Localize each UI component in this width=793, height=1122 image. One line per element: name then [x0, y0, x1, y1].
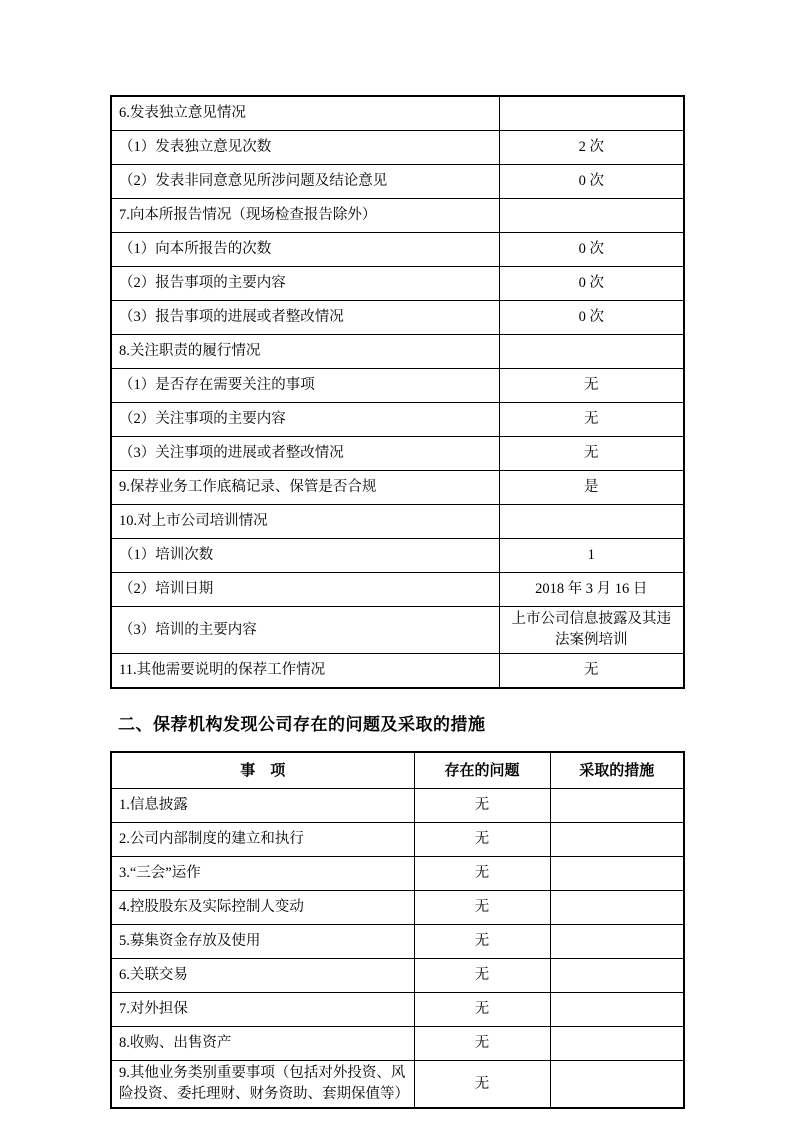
problem-cell: 无: [414, 959, 550, 993]
item-value-cell: [499, 335, 684, 369]
table-row: [111, 925, 684, 959]
item-value-cell: 0 次: [499, 165, 684, 199]
item-label-cell: （1）向本所报告的次数: [111, 233, 499, 267]
item-label-cell: 6.发表独立意见情况: [111, 96, 499, 131]
item-label-cell: （3）培训的主要内容: [111, 607, 499, 654]
item-cell: 3.“三会”运作: [111, 857, 414, 891]
table-row: [111, 96, 684, 131]
item-label-cell: （3）报告事项的进展或者整改情况: [111, 301, 499, 335]
item-cell: 5.募集资金存放及使用: [111, 925, 414, 959]
document-content: [110, 95, 683, 1109]
problem-cell: 无: [414, 1061, 550, 1109]
measure-cell: [550, 1061, 684, 1109]
table-row: [111, 233, 684, 267]
item-cell: 2.公司内部制度的建立和执行: [111, 823, 414, 857]
table-row: [111, 437, 684, 471]
item-value-cell: 0 次: [499, 301, 684, 335]
measure-cell: [550, 823, 684, 857]
measure-cell: [550, 789, 684, 823]
item-label-cell: 7.向本所报告情况（现场检查报告除外）: [111, 199, 499, 233]
table-row: [111, 654, 684, 689]
item-label-cell: （1）是否存在需要关注的事项: [111, 369, 499, 403]
table-row: [111, 199, 684, 233]
item-cell: 6.关联交易: [111, 959, 414, 993]
table-row: [111, 959, 684, 993]
table-row: [111, 789, 684, 823]
item-cell: 7.对外担保: [111, 993, 414, 1027]
item-label-cell: （1）培训次数: [111, 539, 499, 573]
sponsor-work-table: [110, 95, 685, 689]
item-value-cell: 无: [499, 654, 684, 689]
problem-cell: 无: [414, 925, 550, 959]
item-value-cell: [499, 96, 684, 131]
item-value-cell: [499, 505, 684, 539]
item-value-cell: 无: [499, 437, 684, 471]
item-value-cell: 是: [499, 471, 684, 505]
item-value-cell: 无: [499, 403, 684, 437]
table-row: [111, 573, 684, 607]
table-row: [111, 823, 684, 857]
item-value-cell: 2018 年 3 月 16 日: [499, 573, 684, 607]
item-value-cell: 0 次: [499, 267, 684, 301]
table-row: [111, 857, 684, 891]
item-label-cell: （2）关注事项的主要内容: [111, 403, 499, 437]
table-row: [111, 1027, 684, 1061]
measure-cell: [550, 1027, 684, 1061]
table-row: [111, 607, 684, 654]
item-cell: 1.信息披露: [111, 789, 414, 823]
table-row: [111, 993, 684, 1027]
measure-cell: [550, 959, 684, 993]
table-row: [111, 369, 684, 403]
measure-cell: [550, 857, 684, 891]
item-value-cell: 上市公司信息披露及其违法案例培训: [499, 607, 684, 654]
problem-cell: 无: [414, 1027, 550, 1061]
table-row: [111, 1061, 684, 1109]
problem-cell: 无: [414, 823, 550, 857]
table-row: [111, 891, 684, 925]
measure-cell: [550, 993, 684, 1027]
section-heading: 二、保荐机构发现公司存在的问题及采取的措施: [118, 715, 486, 735]
item-value-cell: 0 次: [499, 233, 684, 267]
item-label-cell: 9.保荐业务工作底稿记录、保管是否合规: [111, 471, 499, 505]
item-value-cell: [499, 199, 684, 233]
problem-cell: 无: [414, 789, 550, 823]
table-row: [111, 539, 684, 573]
column-header-problem: 存在的问题: [414, 752, 550, 789]
table-row: [111, 165, 684, 199]
table-row: [111, 335, 684, 369]
table-row: [111, 131, 684, 165]
table-row: [111, 403, 684, 437]
problem-cell: 无: [414, 857, 550, 891]
item-value-cell: 1: [499, 539, 684, 573]
table-row: [111, 505, 684, 539]
measure-cell: [550, 891, 684, 925]
table-row: [111, 267, 684, 301]
table-row: [111, 301, 684, 335]
problem-cell: 无: [414, 993, 550, 1027]
problem-cell: 无: [414, 891, 550, 925]
item-label-cell: （2）培训日期: [111, 573, 499, 607]
item-label-cell: 11.其他需要说明的保荐工作情况: [111, 654, 499, 689]
item-label-cell: （2）报告事项的主要内容: [111, 267, 499, 301]
item-label-cell: （2）发表非同意意见所涉问题及结论意见: [111, 165, 499, 199]
item-label-cell: 8.关注职责的履行情况: [111, 335, 499, 369]
problems-measures-table: [110, 751, 685, 1109]
item-label-cell: （3）关注事项的进展或者整改情况: [111, 437, 499, 471]
table-row: [111, 471, 684, 505]
column-header-item: 事 项: [111, 752, 414, 789]
item-value-cell: 无: [499, 369, 684, 403]
item-cell: 8.收购、出售资产: [111, 1027, 414, 1061]
item-cell: 4.控股股东及实际控制人变动: [111, 891, 414, 925]
item-label-cell: 10.对上市公司培训情况: [111, 505, 499, 539]
header-row: [111, 752, 684, 789]
item-cell: 9.其他业务类别重要事项（包括对外投资、风险投资、委托理财、财务资助、套期保值等）: [111, 1061, 414, 1109]
item-value-cell: 2 次: [499, 131, 684, 165]
item-label-cell: （1）发表独立意见次数: [111, 131, 499, 165]
measure-cell: [550, 925, 684, 959]
column-header-measure: 采取的措施: [550, 752, 684, 789]
